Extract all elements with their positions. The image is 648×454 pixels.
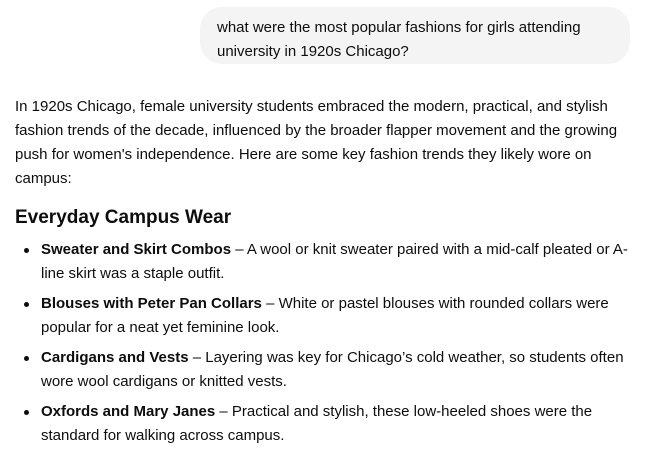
- section-heading: Everyday Campus Wear: [15, 207, 232, 228]
- fashion-list: [15, 238, 640, 448]
- user-message-bubble: [200, 7, 630, 64]
- list-item-text: – White or pastel blouses with rounded collars were popular for a neat yet feminine look.: [41, 295, 609, 336]
- user-message-text: what were the most popular fashions for girls attending university in 1920s Chicago?: [217, 19, 581, 60]
- list-item-text: – Layering was key for Chicago’s cold weather, so students often wore wool cardigans or knitted vests.: [41, 349, 624, 390]
- list-item-term: Cardigans and Vests: [41, 349, 189, 366]
- list-item: [15, 400, 640, 448]
- list-item-term: Sweater and Skirt Combos: [41, 241, 232, 258]
- list-item: [15, 292, 640, 340]
- list-item-term: Oxfords and Mary Janes: [41, 403, 216, 420]
- list-item-term: Blouses with Peter Pan Collars: [41, 295, 262, 312]
- bullet-dot-icon: [24, 410, 29, 415]
- bullet-dot-icon: [24, 356, 29, 361]
- assistant-message: [15, 95, 640, 454]
- list-item: [15, 238, 640, 286]
- bullet-dot-icon: [24, 248, 29, 253]
- assistant-intro-paragraph: In 1920s Chicago, female university students embraced the modern, practical, and stylish fashion trends of the decade, influenced by the broader flapper movement and the growing push for women's independence. Here are some key fashion trends they likely wore on campus:: [15, 98, 618, 187]
- list-item-text: – A wool or knit sweater paired with a mid-calf pleated or A-line skirt was a staple outfit.: [41, 241, 628, 282]
- list-item: [15, 346, 640, 394]
- bullet-dot-icon: [24, 302, 29, 307]
- list-item-text: – Practical and stylish, these low-heeled shoes were the standard for walking across campus.: [41, 403, 593, 444]
